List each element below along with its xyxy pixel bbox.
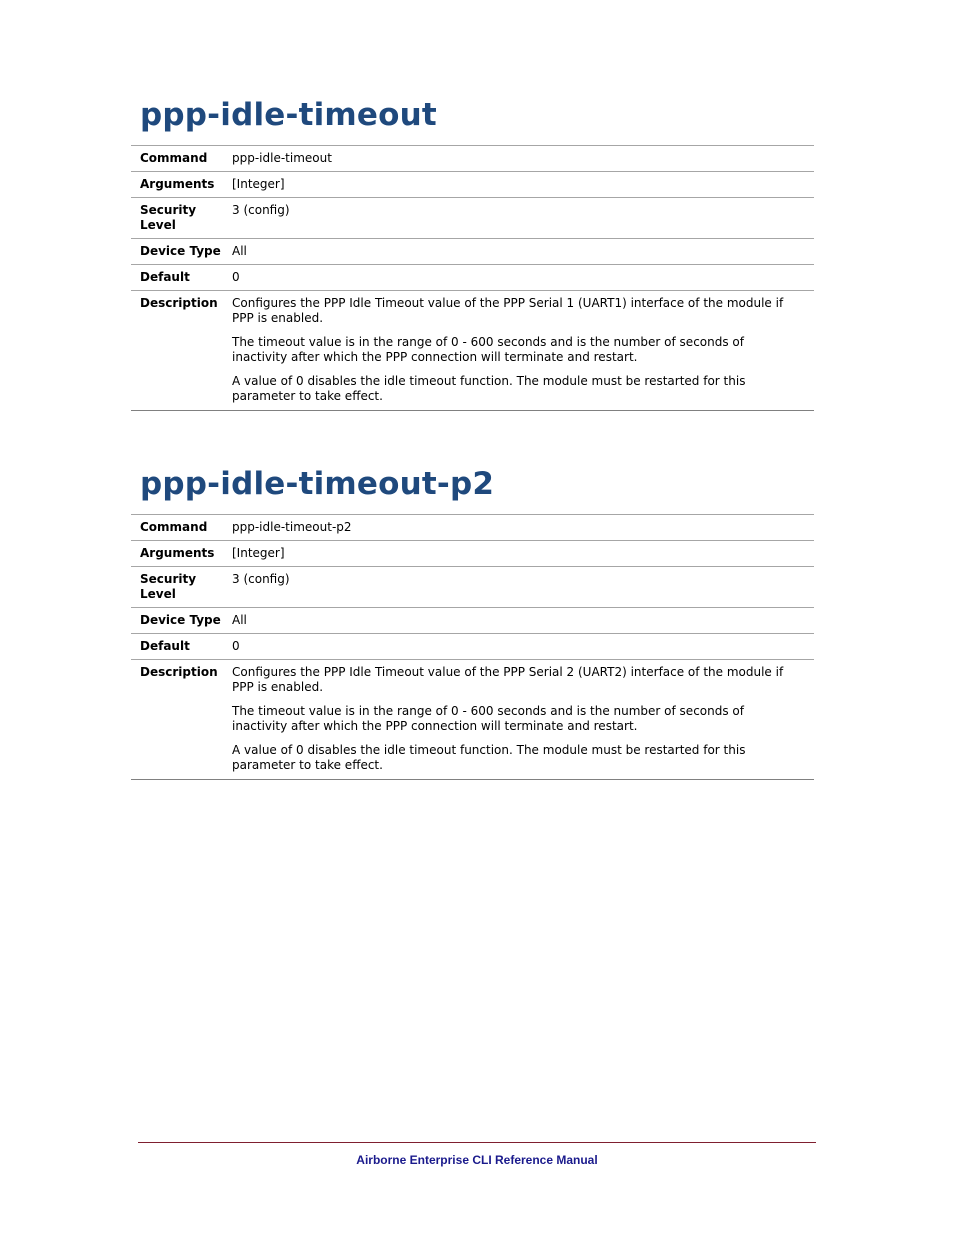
description-paragraph: Configures the PPP Idle Timeout value of the PPP Serial 1 (UART1) interface of the module if PPP is enabled.: [232, 296, 784, 325]
row-label: Command: [140, 520, 208, 534]
table-row-device-type: [131, 608, 814, 634]
row-value: All: [232, 613, 247, 627]
row-label: Default: [140, 270, 190, 284]
row-value: 0: [232, 270, 240, 284]
description-paragraph: A value of 0 disables the idle timeout function. The module must be restarted for this parameter to take effect.: [232, 743, 746, 772]
table-row-default: [131, 634, 814, 660]
row-value: ppp-idle-timeout: [232, 151, 332, 165]
row-value: ppp-idle-timeout-p2: [232, 520, 352, 534]
row-label: Device Type: [140, 613, 221, 627]
description-paragraph: A value of 0 disables the idle timeout function. The module must be restarted for this parameter to take effect.: [232, 374, 746, 403]
row-label: Arguments: [140, 546, 215, 560]
table-row-device-type: [131, 239, 814, 265]
section-title: ppp-idle-timeout: [140, 97, 437, 133]
table-row-description: [131, 291, 814, 411]
description-paragraph: Configures the PPP Idle Timeout value of the PPP Serial 2 (UART2) interface of the module if PPP is enabled.: [232, 665, 784, 694]
row-value-description: [232, 296, 814, 405]
command-table: [131, 145, 814, 411]
description-paragraph: The timeout value is in the range of 0 - 600 seconds and is the number of seconds of inactivity after which the PPP connection will terminate and restart.: [232, 335, 744, 364]
row-label: Security Level: [140, 203, 197, 232]
description-paragraph: The timeout value is in the range of 0 - 600 seconds and is the number of seconds of inactivity after which the PPP connection will terminate and restart.: [232, 704, 744, 733]
row-value-description: [232, 665, 814, 774]
table-row-default: [131, 265, 814, 291]
table-row-arguments: [131, 541, 814, 567]
table-row-command: [131, 515, 814, 541]
section-title: ppp-idle-timeout-p2: [140, 466, 495, 502]
row-label: Arguments: [140, 177, 215, 191]
row-value: 3 (config): [232, 203, 290, 217]
row-label: Description: [140, 296, 218, 310]
command-section-ppp-idle-timeout-p2: [131, 464, 814, 780]
row-label: Description: [140, 665, 218, 679]
table-row-description: [131, 660, 814, 780]
table-row-security-level: [131, 198, 814, 239]
row-label: Security Level: [140, 572, 197, 601]
table-row-arguments: [131, 172, 814, 198]
footer-title: Airborne Enterprise CLI Reference Manual: [356, 1153, 598, 1167]
row-value: [Integer]: [232, 546, 285, 560]
row-value: All: [232, 244, 247, 258]
row-value: 3 (config): [232, 572, 290, 586]
table-row-security-level: [131, 567, 814, 608]
row-value: [Integer]: [232, 177, 285, 191]
row-value: 0: [232, 639, 240, 653]
row-label: Device Type: [140, 244, 221, 258]
table-row-command: [131, 146, 814, 172]
command-table: [131, 514, 814, 780]
footer-divider: [138, 1142, 816, 1143]
row-label: Command: [140, 151, 208, 165]
command-section-ppp-idle-timeout: [131, 95, 814, 411]
row-label: Default: [140, 639, 190, 653]
